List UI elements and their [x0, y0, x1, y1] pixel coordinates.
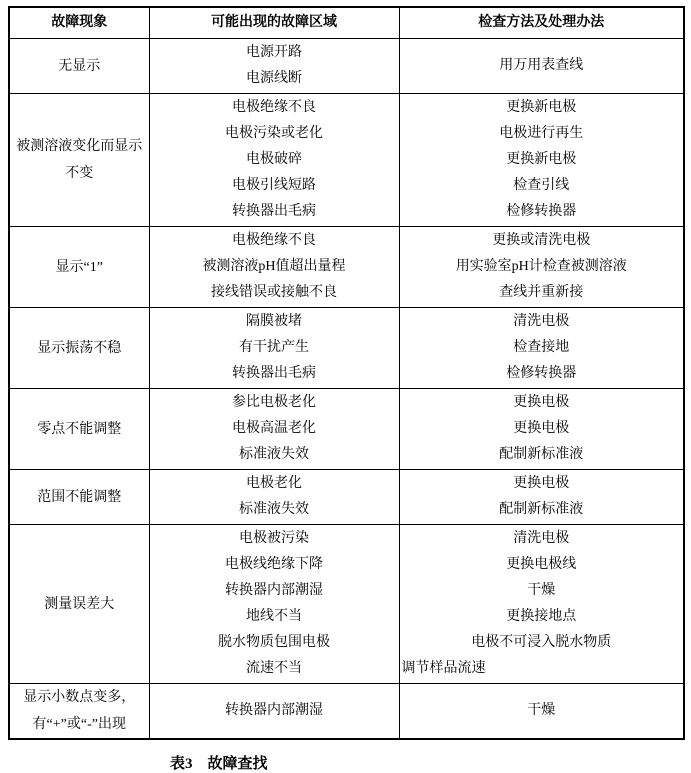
- cell-item: 电源线断: [246, 71, 302, 86]
- table-row: [9, 94, 684, 227]
- cell-item: 检修转换器: [506, 204, 577, 219]
- cell-item: 用实验室pH计检查被测溶液: [455, 259, 627, 274]
- cell-item: 转换器出毛病: [232, 366, 316, 381]
- check-method-cell: [399, 684, 684, 740]
- table-row: [9, 684, 684, 740]
- table-row: [9, 39, 684, 94]
- check-method-cell: [399, 39, 684, 94]
- cell-item: 电极绝缘不良: [232, 100, 316, 115]
- cell-item: 检修转换器: [506, 366, 577, 381]
- fault-area-cell: [149, 525, 399, 684]
- cell-item: 清洗电极: [513, 314, 570, 329]
- cell-item: 调节样品流速: [401, 661, 486, 676]
- header-check-method: 检查方法及处理办法: [399, 7, 684, 39]
- cell-item: 电源开路: [246, 45, 302, 60]
- cell-item: 干燥: [527, 703, 556, 718]
- fault-area-cell: [149, 94, 399, 227]
- check-method-cell: [399, 308, 684, 389]
- table-row: [9, 470, 684, 525]
- table-row: [9, 227, 684, 308]
- cell-item: 电极高温老化: [232, 421, 316, 436]
- check-method-cell: [399, 525, 684, 684]
- check-method-cell: [399, 94, 684, 227]
- cell-item: 查线并重新接: [499, 285, 584, 300]
- cell-item: 电极绝缘不良: [232, 233, 316, 248]
- cell-item: 标准液失效: [239, 502, 309, 517]
- cell-item: 隔膜被堵: [246, 314, 302, 329]
- fault-area-cell: [149, 389, 399, 470]
- cell-item: 地线不当: [246, 609, 302, 624]
- cell-item: 更换电极: [513, 421, 570, 436]
- phenomenon-text: 显示“1”: [55, 259, 103, 275]
- phenomenon-text: 无显示: [58, 58, 101, 74]
- phenomenon-text: 测量误差大: [44, 596, 115, 612]
- phenomenon-cell: [9, 308, 149, 389]
- phenomenon-cell: [9, 39, 149, 94]
- fault-area-cell: [149, 39, 399, 94]
- cell-item: 标准液失效: [239, 447, 309, 462]
- cell-item: 转换器出毛病: [232, 204, 316, 219]
- phenomenon-cell: [9, 94, 149, 227]
- phenomenon-cell: [9, 470, 149, 525]
- cell-item: 接线错误或接触不良: [211, 285, 337, 300]
- phenomenon-text: 显示小数点变多，有“+”或“-”出现: [23, 690, 136, 732]
- cell-item: 流速不当: [246, 661, 302, 676]
- phenomenon-text: 显示振荡不稳: [37, 340, 122, 356]
- cell-item: 参比电极老化: [232, 395, 316, 410]
- cell-item: 更换电极线: [506, 557, 577, 572]
- fault-area-cell: [149, 227, 399, 308]
- cell-item: 清洗电极: [513, 531, 570, 546]
- cell-item: 更换或清洗电极: [492, 233, 591, 248]
- cell-item: 更换新电极: [506, 100, 577, 115]
- cell-item: 电极被污染: [239, 531, 309, 546]
- cell-item: 更换接地点: [506, 609, 577, 624]
- phenomenon-cell: [9, 227, 149, 308]
- phenomenon-cell: [9, 389, 149, 470]
- cell-item: 电极污染或老化: [225, 126, 323, 141]
- cell-item: 干燥: [527, 583, 556, 598]
- cell-item: 检查接地: [513, 340, 570, 355]
- header-fault-phenomenon: 故障现象: [9, 7, 149, 39]
- cell-item: 用万用表查线: [499, 58, 584, 73]
- fault-area-cell: [149, 684, 399, 740]
- phenomenon-cell: [9, 684, 149, 740]
- table-caption: 表3 故障查找: [170, 756, 268, 772]
- fault-area-cell: [149, 470, 399, 525]
- cell-item: 配制新标准液: [499, 502, 584, 517]
- cell-item: 有干扰产生: [239, 340, 309, 355]
- cell-item: 更换电极: [513, 395, 570, 410]
- cell-item: 更换新电极: [506, 152, 577, 167]
- fault-area-cell: [149, 308, 399, 389]
- cell-item: 电极破碎: [246, 152, 302, 167]
- cell-item: 电极线绝缘下降: [225, 557, 323, 572]
- phenomenon-text: 被测溶液变化而显示不变: [16, 139, 143, 181]
- table-header-row: [9, 7, 684, 39]
- table-row: [9, 525, 684, 684]
- cell-item: 电极引线短路: [232, 178, 316, 193]
- cell-item: 脱水物质包围电极: [218, 635, 330, 650]
- check-method-cell: [399, 389, 684, 470]
- check-method-cell: [399, 227, 684, 308]
- phenomenon-text: 范围不能调整: [37, 489, 122, 505]
- cell-item: 转换器内部潮湿: [225, 703, 323, 718]
- fault-troubleshooting-table: [8, 6, 685, 740]
- cell-item: 更换电极: [513, 476, 570, 491]
- phenomenon-text: 零点不能调整: [37, 421, 122, 437]
- cell-item: 电极进行再生: [499, 126, 584, 141]
- check-method-cell: [399, 470, 684, 525]
- cell-item: 被测溶液pH值超出量程: [202, 259, 346, 274]
- table-row: [9, 389, 684, 470]
- cell-item: 电极不可浸入脱水物质: [471, 635, 612, 650]
- table-body: [9, 39, 684, 740]
- cell-item: 检查引线: [513, 178, 570, 193]
- cell-item: 转换器内部潮湿: [225, 583, 323, 598]
- table-row: [9, 308, 684, 389]
- cell-item: 电极老化: [246, 476, 302, 491]
- phenomenon-cell: [9, 525, 149, 684]
- header-possible-fault-area: 可能出现的故障区域: [149, 7, 399, 39]
- cell-item: 配制新标准液: [499, 447, 584, 462]
